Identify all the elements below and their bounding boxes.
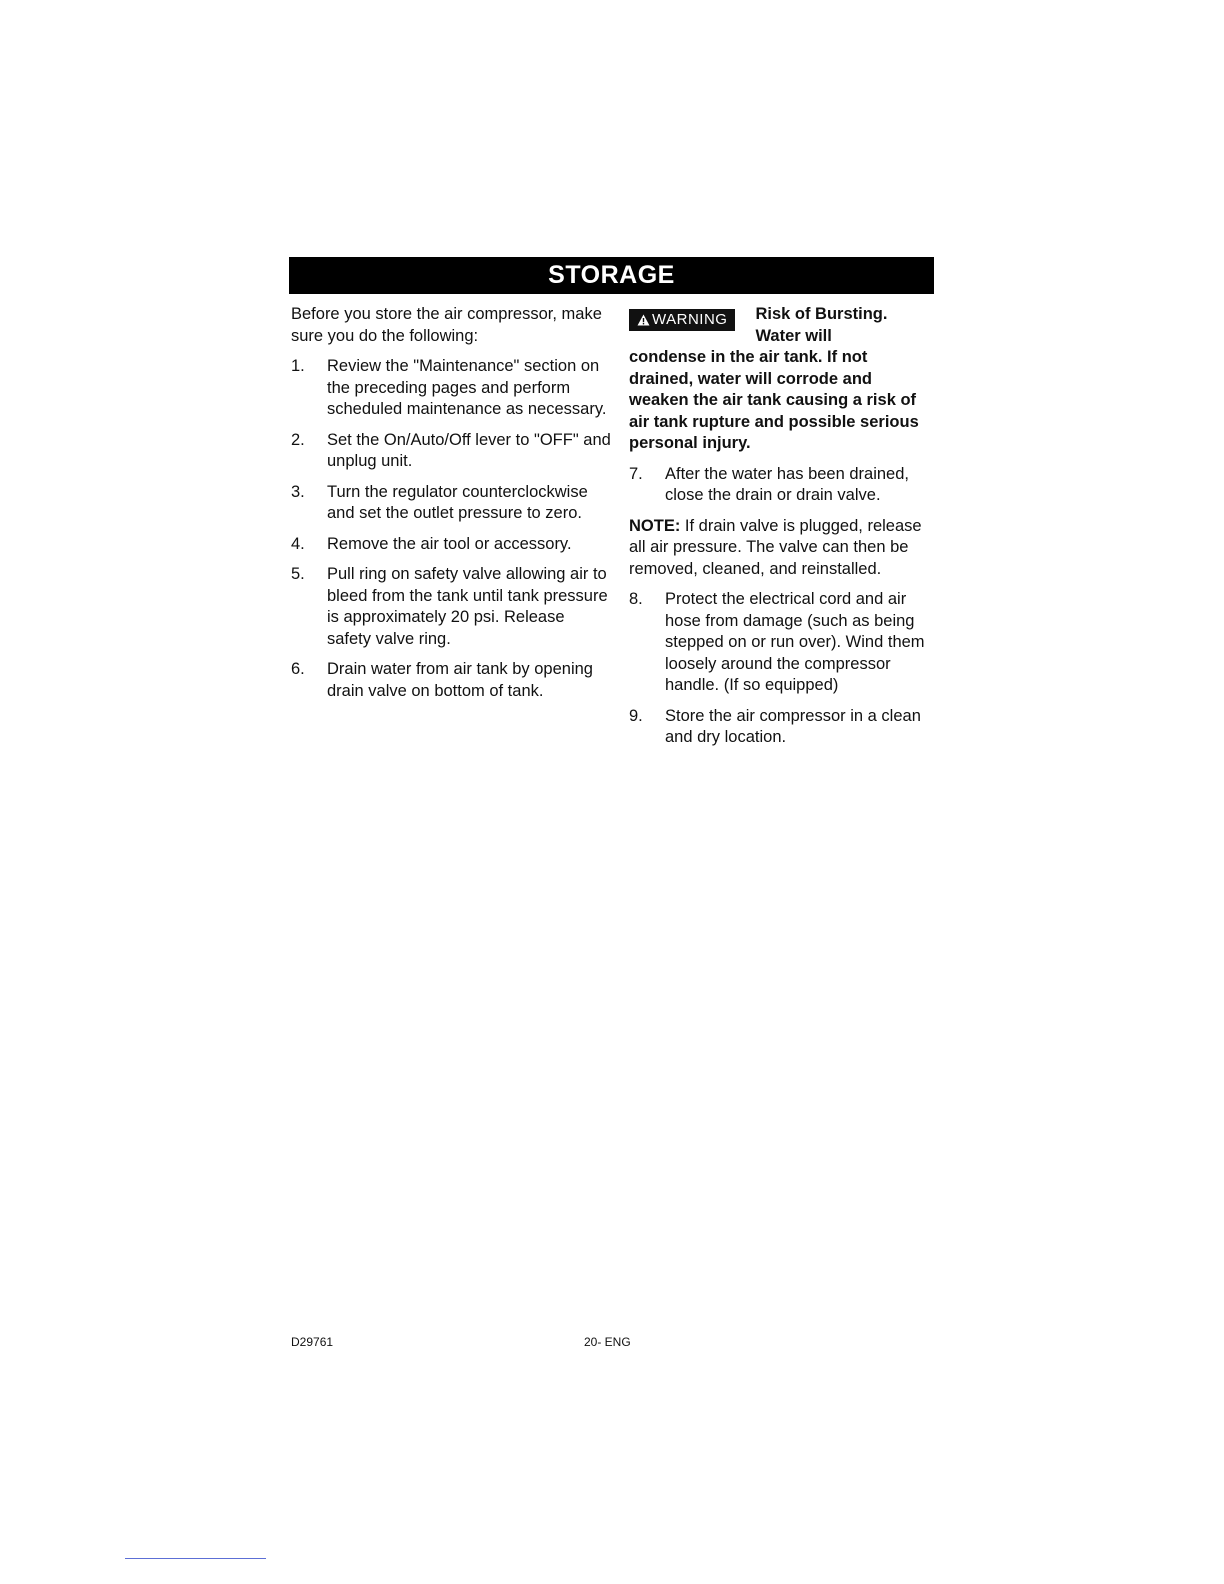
- step-text: Remove the air tool or accessory.: [327, 534, 572, 553]
- intro-text: Before you store the air compressor, make sure you do the following:: [291, 305, 602, 345]
- step-text: Pull ring on safety valve allowing air to bleed from the tank until tank pressure is approximately 20 psi. Release safety valve ring.: [327, 565, 608, 648]
- note-text: If drain valve is plugged, release all air pressure. The valve can then be removed, cleaned, and reinstalled.: [629, 516, 922, 578]
- left-column: [291, 304, 611, 711]
- section-title: STORAGE: [289, 257, 934, 294]
- step-number: 8.: [629, 590, 643, 608]
- note-paragraph: [629, 516, 934, 581]
- list-item: [629, 589, 934, 697]
- warning-body: condense in the air tank. If not drained, water will corrode and weaken the air tank causing a risk of air tank rupture and possible serious personal injury.: [629, 348, 919, 452]
- step-number: 1.: [291, 357, 305, 375]
- list-item: [629, 464, 934, 507]
- step-text: Turn the regulator counterclockwise and set the outlet pressure to zero.: [327, 482, 588, 522]
- step-text: Store the air compressor in a clean and dry location.: [665, 706, 921, 746]
- warning-block: [629, 304, 934, 455]
- page-number: 20- ENG: [584, 1335, 631, 1349]
- warning-badge-label: WARNING: [652, 311, 728, 328]
- warning-badge: [629, 309, 735, 331]
- list-item: [291, 659, 611, 702]
- step-number: 5.: [291, 565, 305, 583]
- step-number: 6.: [291, 660, 305, 678]
- storage-steps-list: [291, 356, 611, 702]
- storage-steps-list-final: [629, 589, 934, 749]
- step-number: 4.: [291, 534, 305, 553]
- list-item: [291, 356, 611, 421]
- step-number: 7.: [629, 464, 643, 483]
- document-id: D29761: [291, 1335, 334, 1349]
- step-number: 2.: [291, 430, 305, 449]
- page-edge-divider: [125, 1558, 266, 1559]
- step-number: 3.: [291, 482, 305, 501]
- storage-steps-list-continued: [629, 464, 934, 507]
- step-text: Review the "Maintenance" section on the preceding pages and perform scheduled maintenance as necessary.: [327, 357, 607, 418]
- step-text: Set the On/Auto/Off lever to "OFF" and unplug unit.: [327, 430, 611, 470]
- step-text: Protect the electrical cord and air hose from damage (such as being stepped on or run over). Wind them loosely around the compressor handle. (If so equipped): [665, 590, 925, 694]
- list-item: [291, 564, 611, 650]
- note-label: NOTE:: [629, 516, 681, 535]
- right-column: [629, 304, 934, 758]
- step-text: Drain water from air tank by opening drain valve on bottom of tank.: [327, 660, 593, 700]
- list-item: [629, 706, 934, 749]
- list-item: [291, 534, 611, 556]
- warning-triangle-icon: [637, 314, 650, 326]
- warning-title: Risk of Bursting. Water will: [755, 305, 888, 345]
- list-item: [291, 430, 611, 473]
- step-number: 9.: [629, 706, 643, 725]
- list-item: [291, 482, 611, 525]
- step-text: After the water has been drained, close the drain or drain valve.: [665, 464, 909, 504]
- warning-header: [629, 304, 934, 347]
